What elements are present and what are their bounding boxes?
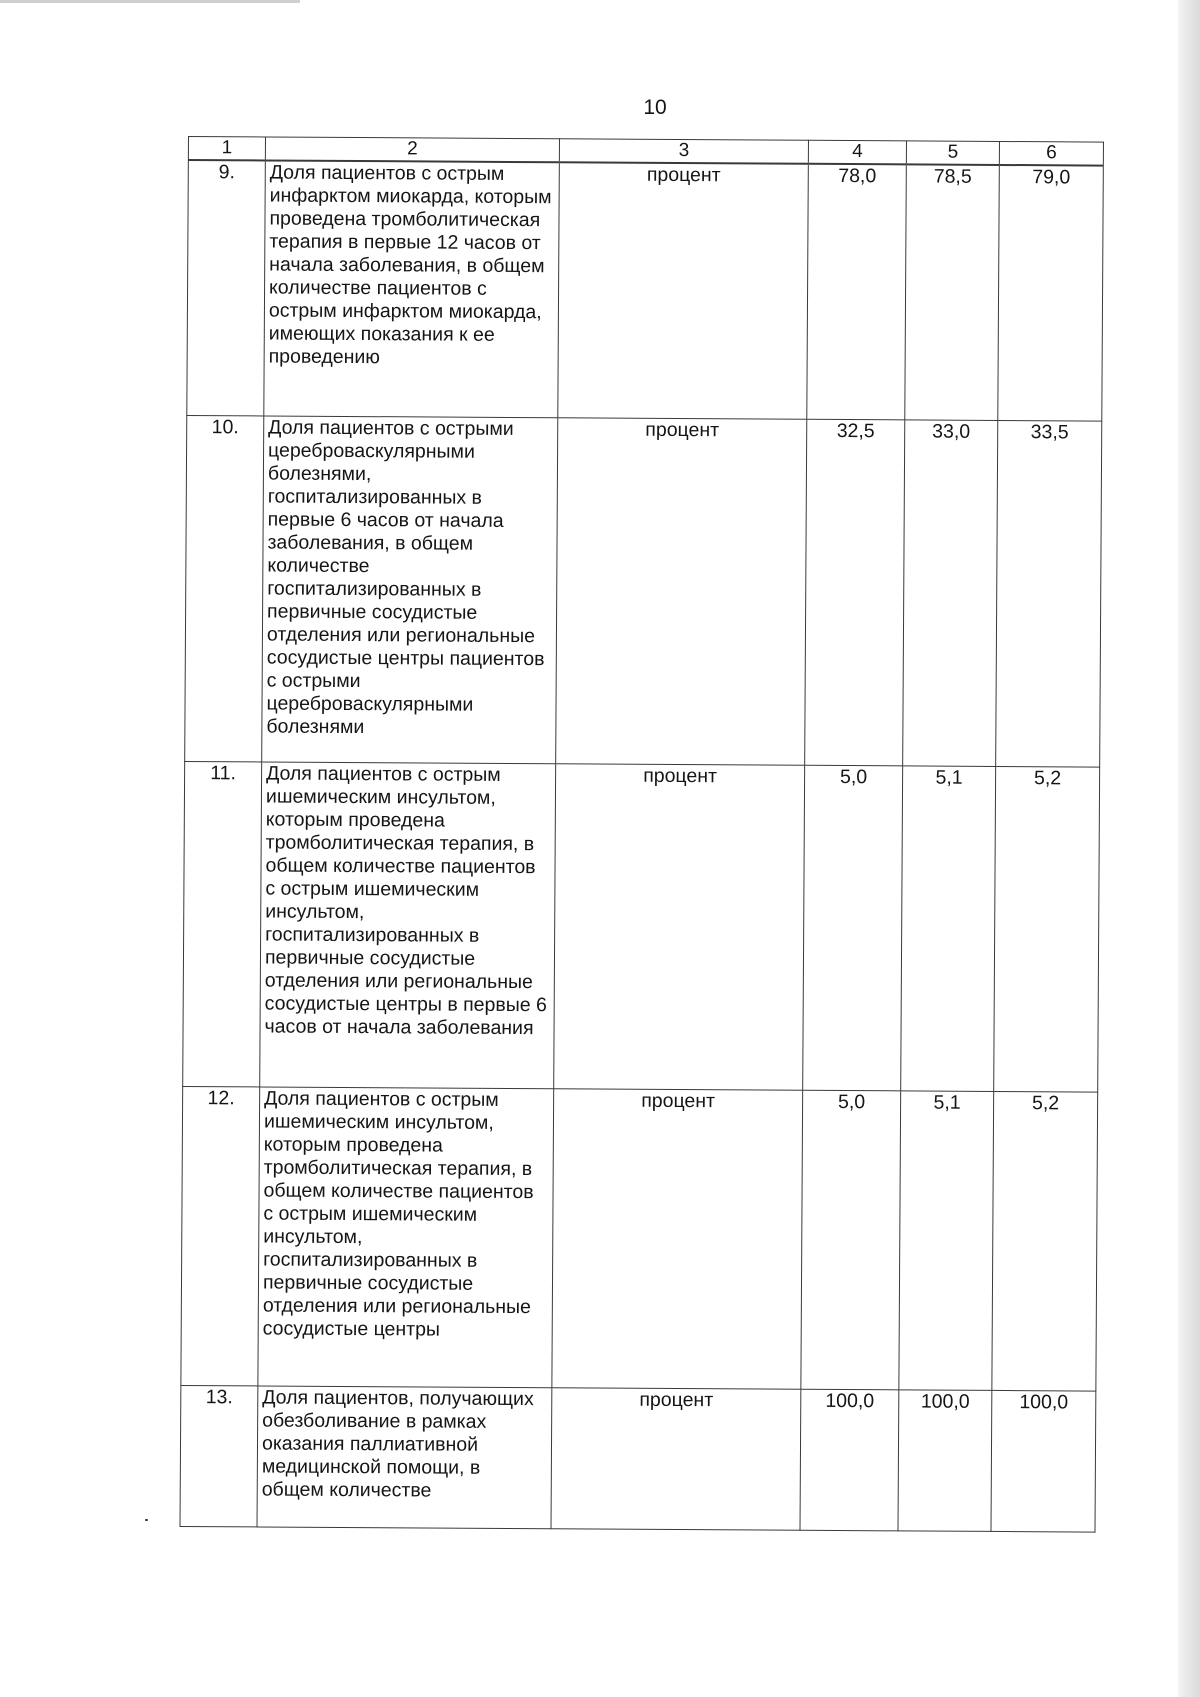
value-col-5: 100,0 [898,1390,992,1532]
column-header-1: 1 [188,137,265,161]
indicators-table [180,136,1104,1533]
scan-edge-top [0,0,300,3]
value-col-6: 79,0 [998,165,1104,421]
column-header-2: 2 [265,137,559,162]
table-row [185,415,1102,767]
row-number: 13. [180,1385,258,1526]
value-col-5: 78,5 [905,164,1000,420]
unit-cell: процент [554,764,805,1091]
value-col-4: 100,0 [800,1389,899,1531]
unit-cell: процент [551,1388,801,1531]
row-number: 9. [187,160,266,416]
value-col-6: 5,2 [992,1091,1098,1391]
unit-cell: процент [556,418,807,766]
unit-cell: процент [558,162,809,419]
column-header-4: 4 [808,140,906,164]
row-number: 11. [183,761,262,1086]
column-header-6: 6 [999,141,1103,165]
row-number: 12. [181,1086,260,1385]
value-col-6: 5,2 [994,766,1100,1092]
indicator-name: Доля пациентов с острым ишемическим инсультом, которым проведена тромболитическая терапия, в общем количестве пациентов с острым ишемическим инсультом, госпитализированных в первичные сосудистые отделения или региональные сосудистые центры [258,1087,554,1388]
column-header-3: 3 [559,139,808,164]
scan-edge-right [1178,0,1200,1697]
unit-cell: процент [552,1089,803,1390]
table-row [181,1086,1098,1391]
indicator-name: Доля пациентов с острым инфарктом миокарда, которым проведена тромболитическая терапия в первые 12 часов от начала заболевания, в общем количестве пациентов с острым инфарктом миокарда, имеющих показания к ее проведению [264,160,560,417]
value-col-5: 33,0 [903,420,998,767]
scan-speck [145,1519,148,1521]
table-row [187,160,1104,421]
value-col-5: 5,1 [901,766,996,1092]
value-col-6: 33,5 [996,420,1102,767]
column-header-5: 5 [906,141,999,165]
value-col-4: 5,0 [803,765,903,1091]
indicator-name: Доля пациентов с острыми цереброваскулярными болезнями, госпитализированных в первые 6 часов от начала заболевания, в общем количестве госпитализированных в первичные сосудистые отделения или региональные сосудистые центры пациентов с острыми цереброваскулярными болезнями [262,416,558,764]
indicator-name: Доля пациентов, получающих обезболивание в рамках оказания паллиативной медицинской помощи, в общем количестве [257,1386,552,1529]
value-col-4: 32,5 [805,419,905,766]
value-col-4: 78,0 [807,164,907,420]
indicator-name: Доля пациентов с острым ишемическим инсультом, которым проведена тромболитическая терапия, в общем количестве пациентов с острым ишемическим инсультом, госпитализированных в первичные сосудистые отделения или региональные сосудистые центры в первые 6 часов от начала заболевания [260,762,556,1089]
value-col-6: 100,0 [991,1390,1096,1532]
table-row [183,761,1100,1092]
table-row [180,1385,1096,1532]
value-col-4: 5,0 [801,1090,901,1390]
row-number: 10. [185,415,264,761]
page-number: 10 [643,96,667,119]
value-col-5: 5,1 [899,1091,994,1391]
